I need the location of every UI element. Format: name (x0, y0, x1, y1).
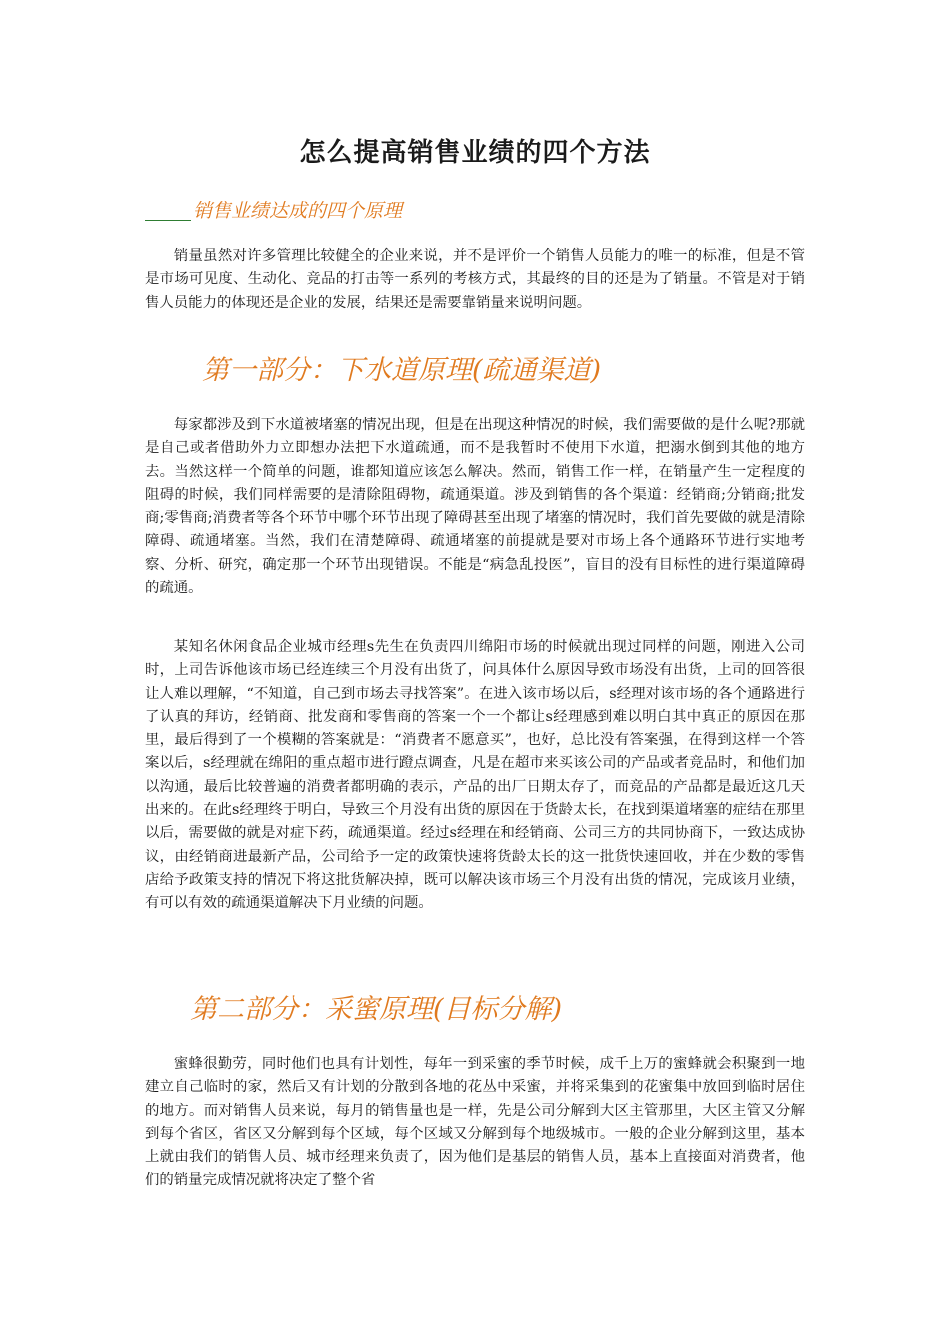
subtitle (145, 196, 402, 223)
intro-paragraph: 销量虽然对许多管理比较健全的企业来说，并不是评价一个销售人员能力的唯一的标准，但是不管是市场可见度、生动化、竞品的打击等一系列的考核方式，其最终的目的还是为了销量。不管是对于销售人员能力的体现还是企业的发展，结果还是需要靠销量来说明问题。 (145, 248, 805, 311)
part1-heading: 第一部分：下水道原理(疏通渠道) (202, 355, 602, 386)
part1-paragraph-1: 每家都涉及到下水道被堵塞的情况出现，但是在出现这种情况的时候，我们需要做的是什么呢?那就是自己或者借助外力立即想办法把下水道疏通，而不是我暂时不使用下水道，把溺水倒到其他的地方去。当然这样一个简单的问题，谁都知道应该怎么解决。然而，销售工作一样，在销量产生一定程度的阻碍的时候，我们同样需要的是清除阻碍物，疏通渠道。涉及到销售的各个渠道：经销商;分销商;批发商;零售商;消费者等各个环节中哪个环节出现了障碍甚至出现了堵塞的情况时，我们首先要做的就是清除障碍、疏通堵塞。当然，我们在清楚障碍、疏通堵塞的前提就是要对市场上各个通路环节进行实地考察、分析、研究，确定那一个环节出现错误。不能是“病急乱投医”，盲目的没有目标性的进行渠道障碍的疏通。 (145, 417, 805, 597)
page-title: 怎么提高销售业绩的四个方法 (299, 138, 651, 168)
subtitle-text: 销售业绩达成的四个原理 (193, 200, 403, 222)
subtitle-underline (145, 220, 191, 221)
part2-paragraph-1: 蜜蜂很勤劳，同时他们也具有计划性，每年一到采蜜的季节时候，成千上万的蜜蜂就会积聚到一地建立自己临时的家，然后又有计划的分散到各地的花丛中采蜜，并将采集到的花蜜集中放回到临时居住的地方。而对销售人员来说，每月的销售量也是一样，先是公司分解到大区主管那里，大区主管又分解到每个省区，省区又分解到每个区域，每个区域又分解到每个地级城市。一般的企业分解到这里，基本上就由我们的销售人员、城市经理来负责了，因为他们是基层的销售人员，基本上直接面对消费者，他们的销量完成情况就将决定了整个省 (145, 1056, 805, 1189)
part2-heading: 第二部分：采蜜原理(目标分解) (190, 994, 563, 1025)
part1-paragraph-2: 某知名休闲食品企业城市经理s先生在负责四川绵阳市场的时候就出现过同样的问题，刚进入公司时，上司告诉他该市场已经连续三个月没有出货了，问具体什么原因导致市场没有出货，上司的回答很让人难以理解，“不知道，自己到市场去寻找答案”。在进入该市场以后，s经理对该市场的各个通路进行了认真的拜访，经销商、批发商和零售商的答案一个一个都让s经理感到难以明白其中真正的原因在那里，最后得到了一个模糊的答案就是：“消费者不愿意买”，也好，总比没有答案强，在得到这样一个答案以后，s经理就在绵阳的重点超市进行蹬点调查，凡是在超市来买该公司的产品或者竞品时，和他们加以沟通，最后比较普遍的消费者都明确的表示，产品的出厂日期太存了，而竞品的产品都是最近这几天出来的。在此s经理终于明白，导致三个月没有出货的原因在于货龄太长，在找到渠道堵塞的症结在那里以后，需要做的就是对症下药，疏通渠道。经过s经理在和经销商、公司三方的共同协商下，一致达成协议，由经销商进最新产品，公司给予一定的政策快速将货龄太长的这一批货快速回收，并在少数的零售店给予政策支持的情况下将这批货解决掉，既可以解决该市场三个月没有出货的情况，完成该月业绩，有可以有效的疏通渠道解决下月业绩的问题。 (145, 639, 805, 912)
